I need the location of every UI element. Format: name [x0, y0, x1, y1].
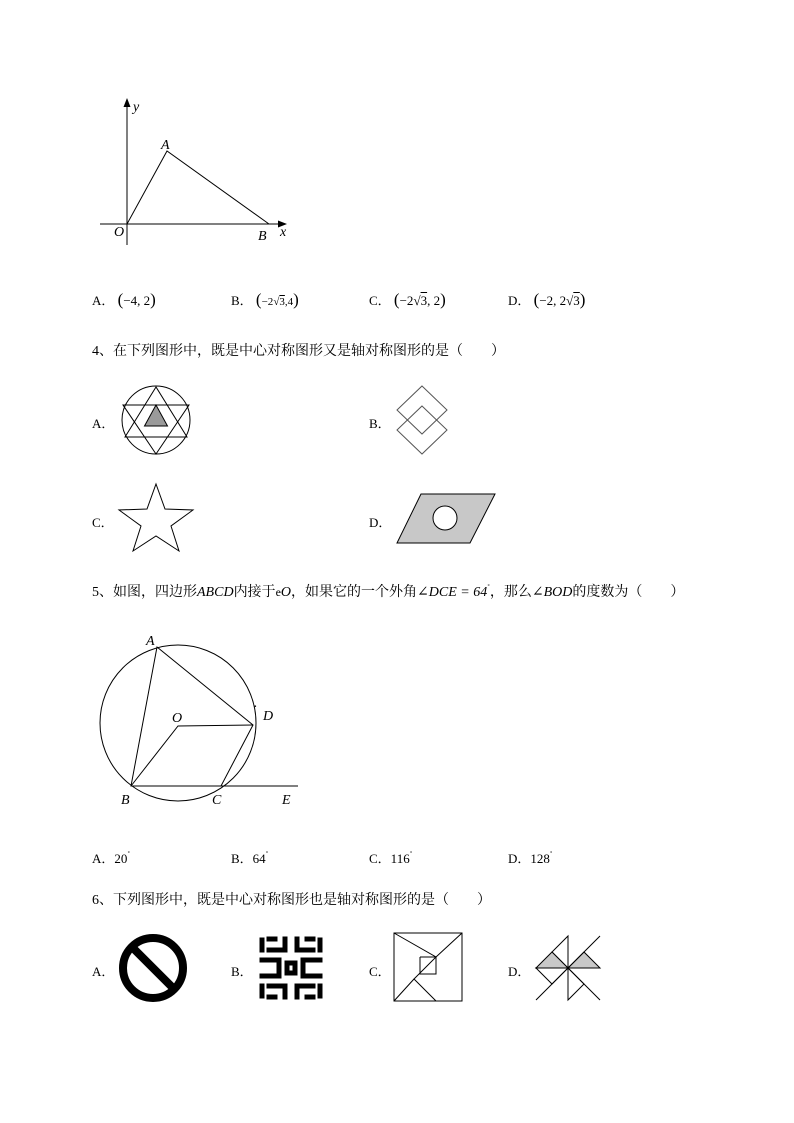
q3-coordinate-figure — [95, 95, 305, 255]
q6-option-a-figure[interactable] — [118, 933, 188, 1003]
label-e: E — [282, 793, 291, 808]
q5-option-b[interactable]: B．64˚ — [231, 850, 269, 866]
q5-stem: 5、如图，四边形ABCD内接于eO，如果它的一个外角∠DCE = 64˚，那么∠BOD的度数为（ ） — [92, 583, 685, 600]
q5-option-c[interactable]: C．116˚ — [369, 850, 413, 866]
label-o: O — [172, 711, 183, 726]
q6-option-b-figure[interactable] — [259, 936, 323, 1000]
q4-option-d-label[interactable]: D． — [369, 515, 392, 530]
label-c: C — [212, 793, 222, 808]
q4-stem: 4、在下列图形中，既是中心对称图形又是轴对称图形的是（ ） — [92, 344, 505, 359]
q4-option-a-figure[interactable] — [120, 384, 192, 456]
q4-option-d-figure[interactable] — [396, 493, 496, 545]
q3-option-d[interactable]: D． (−2, 2√3) — [508, 290, 586, 309]
y-axis-label: y — [133, 100, 140, 115]
q5-option-d[interactable]: D．128˚ — [508, 850, 553, 866]
q4-option-c-label[interactable]: C． — [92, 515, 114, 530]
svg-text:·: · — [253, 700, 258, 715]
point-a-label: A — [161, 138, 170, 153]
q6-option-c-figure[interactable] — [393, 932, 463, 1002]
q6-stem: 6、下列图形中，既是中心对称图形也是轴对称图形的是（ ） — [92, 893, 491, 908]
q3-option-b[interactable]: B． (−2√3,4) — [231, 290, 299, 309]
point-b-label: B — [258, 229, 267, 244]
q4-option-c-figure[interactable] — [118, 482, 196, 554]
q4-option-b-label[interactable]: B． — [369, 416, 391, 431]
q4-option-b-figure[interactable] — [395, 384, 451, 458]
q4-option-a-label[interactable]: A． — [92, 416, 115, 431]
origin-label: O — [114, 225, 125, 240]
q3-option-a[interactable]: A． (−4, 2) — [92, 290, 156, 309]
label-d: D — [263, 709, 274, 724]
q5-circle-figure — [95, 625, 305, 810]
q6-option-b-label[interactable]: B． — [231, 964, 253, 979]
x-axis-label: x — [280, 225, 287, 240]
label-b: B — [121, 793, 130, 808]
q6-option-a-label[interactable]: A． — [92, 964, 115, 979]
label-a: A — [146, 634, 155, 649]
q6-option-d-figure[interactable] — [534, 934, 602, 1002]
q3-option-c[interactable]: C． (−2√3, 2) — [369, 290, 446, 309]
q3-option-a-value: −4, 2 — [123, 293, 151, 308]
q6-option-c-label[interactable]: C． — [369, 964, 391, 979]
q5-option-a[interactable]: A．20˚ — [92, 850, 131, 866]
q6-option-d-label[interactable]: D． — [508, 964, 531, 979]
